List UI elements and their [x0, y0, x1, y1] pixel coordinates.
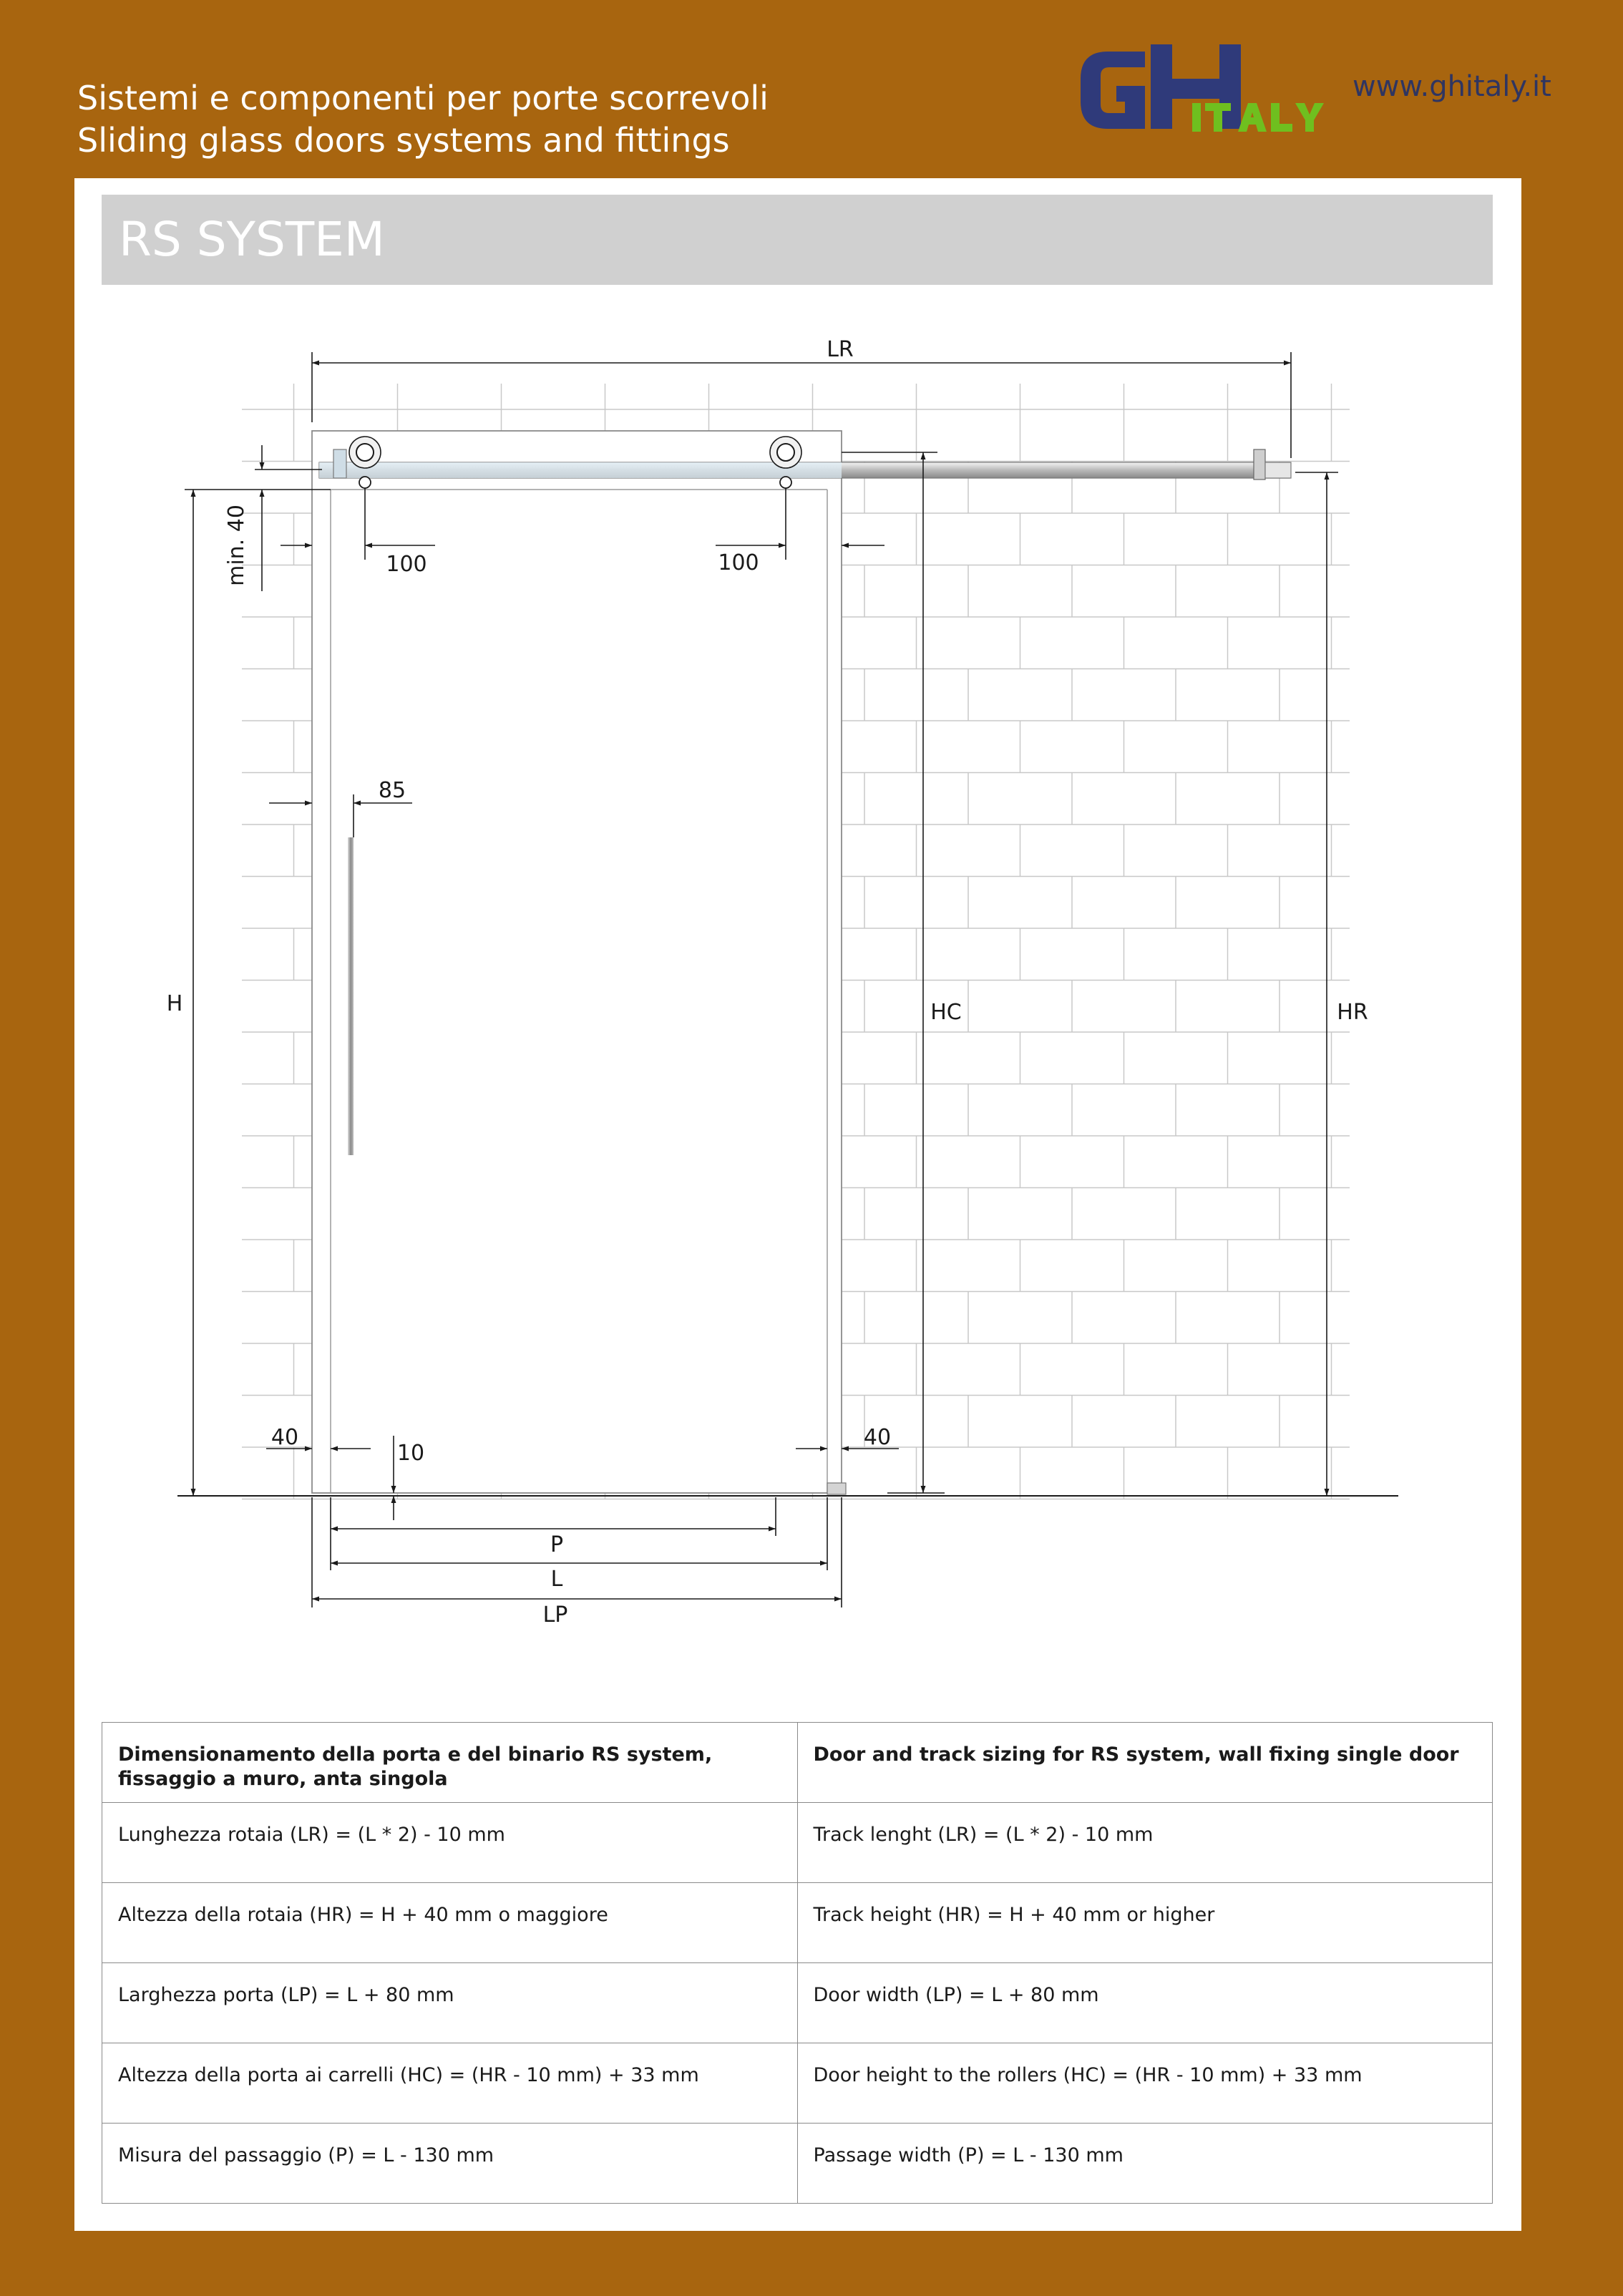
floor-guide [827, 1483, 846, 1494]
table-row [102, 2043, 1493, 2124]
label-40-right: 40 [863, 1425, 892, 1450]
table-cell-italian: Larghezza porta (LP) = L + 80 mm [102, 1963, 798, 2043]
label-l: L [550, 1567, 563, 1592]
table-header-row [102, 1723, 1493, 1803]
label-hr: HR [1337, 1000, 1368, 1025]
label-lp: LP [542, 1602, 568, 1628]
table-row [102, 2124, 1493, 2204]
table-cell-italian: Misura del passaggio (P) = L - 130 mm [102, 2124, 798, 2204]
table-cell-english: Track height (HR) = H + 40 mm or higher [797, 1883, 1493, 1963]
table-cell-english: Door width (LP) = L + 80 mm [797, 1963, 1493, 2043]
table-cell-english: Door height to the rollers (HC) = (HR - 10 mm) + 33 mm [797, 2043, 1493, 2124]
label-85: 85 [378, 778, 406, 803]
label-hc: HC [930, 1000, 962, 1025]
table-cell-english: Track lenght (LR) = (L * 2) - 10 mm [797, 1803, 1493, 1883]
table-header-english: Door and track sizing for RS system, wall fixing single door [797, 1723, 1493, 1803]
table-row [102, 1803, 1493, 1883]
label-h: H [166, 991, 183, 1016]
header-tagline-english: Sliding glass doors systems and fittings [77, 121, 730, 160]
table-cell-english: Passage width (P) = L - 130 mm [797, 2124, 1493, 2204]
door-handle [348, 837, 354, 1155]
label-min40: min. 40 [224, 505, 249, 586]
table-row [102, 1963, 1493, 2043]
page-title: RS SYSTEM [119, 212, 385, 267]
glass-door [312, 431, 842, 1493]
label-40-left: 40 [270, 1425, 299, 1450]
table-cell-italian: Altezza della rotaia (HR) = H + 40 mm o maggiore [102, 1883, 798, 1963]
label-p: P [550, 1532, 564, 1557]
label-100-left: 100 [386, 552, 427, 577]
website-link[interactable]: www.ghitaly.it [1352, 70, 1551, 103]
label-10: 10 [396, 1441, 425, 1466]
table-header-italian: Dimensionamento della porta e del binario RS system, fissaggio a muro, anta singola [102, 1723, 798, 1803]
label-lr: LR [827, 337, 854, 362]
label-100-right: 100 [718, 550, 759, 575]
table-cell-italian: Lunghezza rotaia (LR) = (L * 2) - 10 mm [102, 1803, 798, 1883]
table-cell-italian: Altezza della porta ai carrelli (HC) = (HR - 10 mm) + 33 mm [102, 2043, 798, 2124]
table-row [102, 1883, 1493, 1963]
sizing-table [102, 1722, 1493, 2204]
header-tagline-italian: Sistemi e componenti per porte scorrevoli [77, 79, 769, 117]
